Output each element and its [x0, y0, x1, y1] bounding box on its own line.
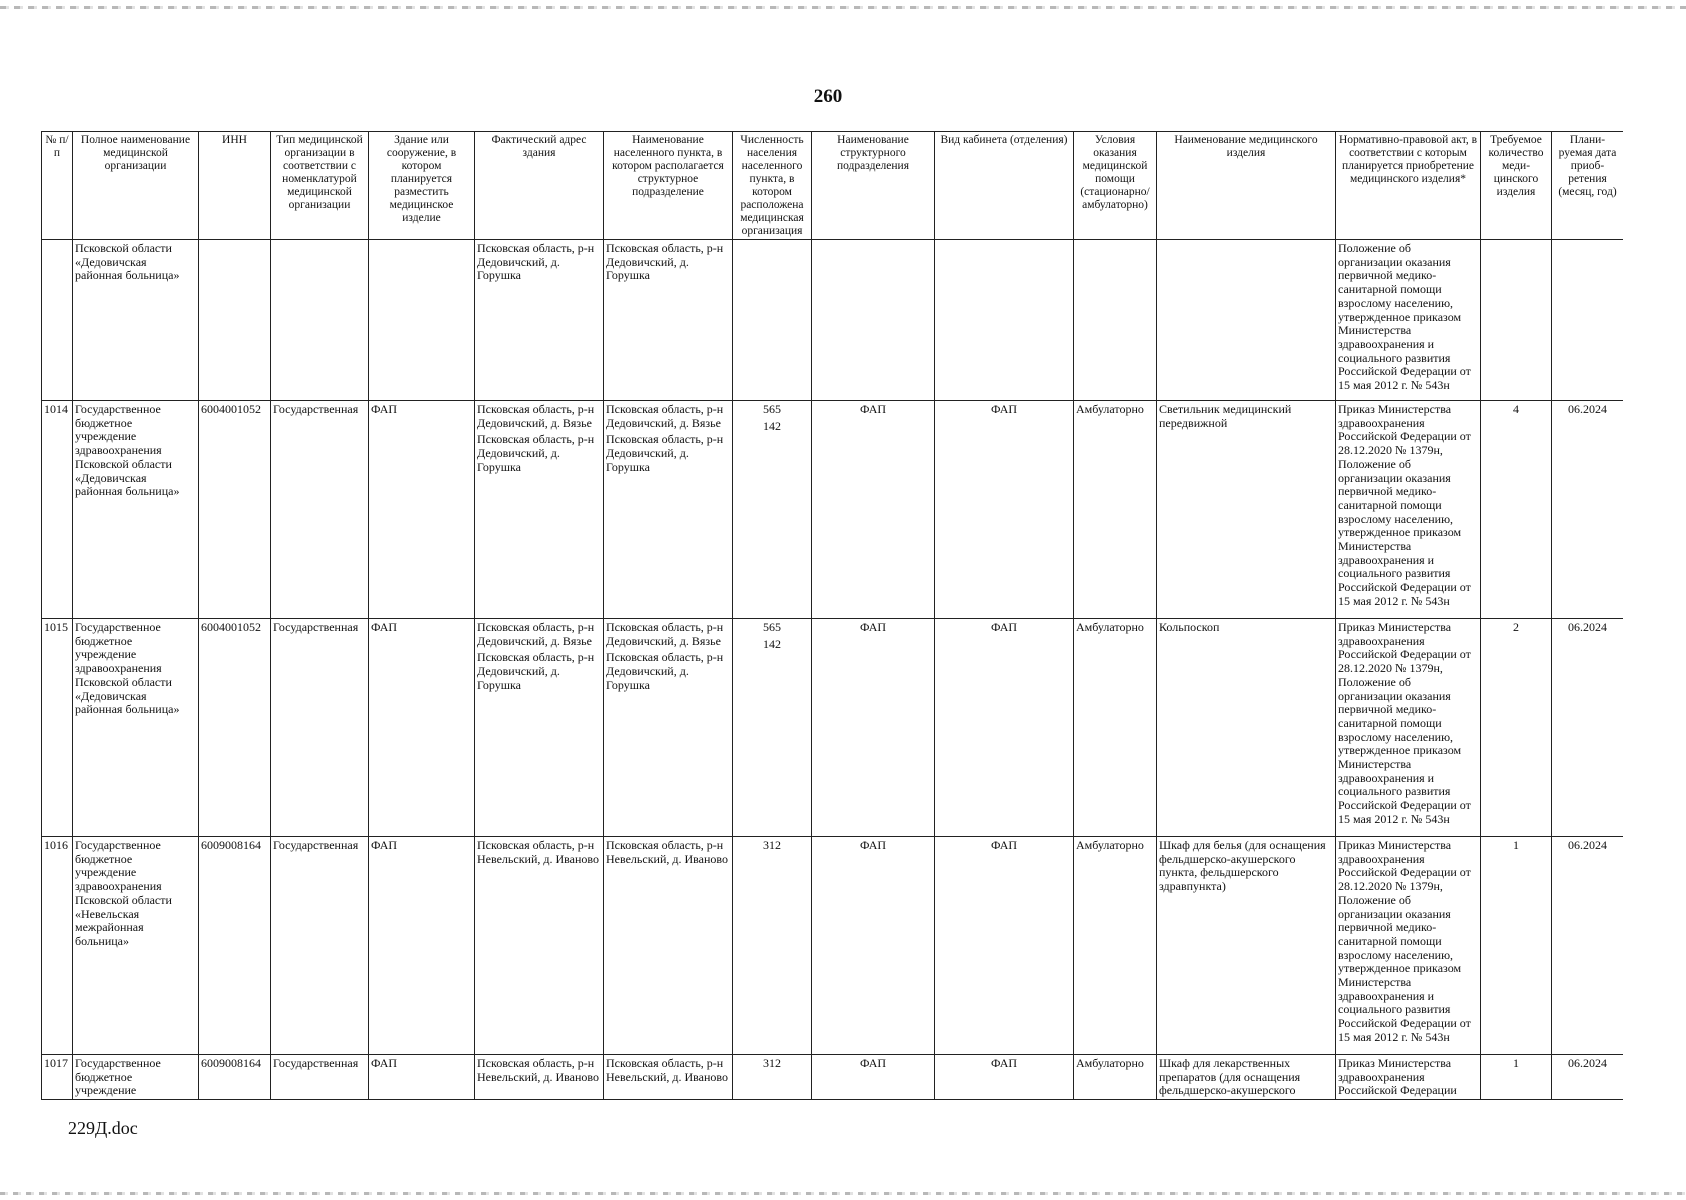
cell-unit: ФАП — [812, 1055, 935, 1100]
cell-building: ФАП — [369, 401, 475, 619]
cell-building: ФАП — [369, 837, 475, 1055]
cell-conditions — [1074, 240, 1157, 401]
header-device: Наименование медицинского изделия — [1157, 132, 1336, 240]
cell-number: 1017 — [42, 1055, 73, 1100]
header-conditions: Условия оказания медицинской помощи (стационарно/ амбулаторно) — [1074, 132, 1157, 240]
cell-cabinet: ФАП — [935, 1055, 1074, 1100]
cell-cabinet: ФАП — [935, 401, 1074, 619]
cell-inn: 6004001052 — [199, 401, 271, 619]
cell-population — [733, 619, 812, 837]
cell-building — [369, 240, 475, 401]
document-filename: 229Д.doc — [68, 1118, 138, 1138]
header-org-name: Полное наименование медицинской организации — [73, 132, 199, 240]
equipment-table-wrapper — [41, 131, 1623, 1115]
cell-address: Псковская область, р-н Дедовичский, д. Горушка — [475, 240, 604, 401]
table-row — [42, 619, 1624, 837]
cell-number — [42, 240, 73, 401]
header-settlement: Наименование населенного пункта, в котором располагается структурное подразделение — [604, 132, 733, 240]
cell-org-type: Государственная — [271, 837, 369, 1055]
cell-population — [733, 401, 812, 619]
cell-org-name: Псковской области «Дедовичская районная больница» — [73, 240, 199, 401]
cell-population — [733, 240, 812, 401]
cell-org-name: Государственное бюджетное учреждение — [73, 1055, 199, 1100]
cell-settlement: Псковская область, р-н Невельский, д. Иваново — [604, 837, 733, 1055]
cell-unit — [812, 240, 935, 401]
cell-inn: 6004001052 — [199, 619, 271, 837]
cell-legal-act: Положение об организации оказания первичной медико-санитарной помощи взрослому населению, утвержденное приказом Министерства здравоохранения и социального развития Российской Федерации от 15 мая 2012 г. № 543н — [1336, 240, 1481, 401]
cell-conditions: Амбулаторно — [1074, 401, 1157, 619]
address-line: Псковская область, р-н Дедовичский, д. Вязье — [477, 620, 595, 648]
cell-building: ФАП — [369, 1055, 475, 1100]
cell-device: Шкаф для лекарственных препаратов (для оснащения фельдшерско-акушерского — [1157, 1055, 1336, 1100]
settlement-line: Псковская область, р-н Дедовичский, д. Вязье — [606, 620, 724, 648]
population-value: 142 — [763, 418, 781, 433]
cell-inn: 6009008164 — [199, 1055, 271, 1100]
cell-settlement — [604, 401, 733, 619]
cell-org-type — [271, 240, 369, 401]
table-row — [42, 837, 1624, 1055]
cell-unit: ФАП — [812, 837, 935, 1055]
table-row — [42, 401, 1624, 619]
cell-org-type: Государственная — [271, 401, 369, 619]
cell-settlement: Псковская область, р-н Невельский, д. Иваново — [604, 1055, 733, 1100]
cell-legal-act: Приказ Министерства здравоохранения Российской Федерации от 28.12.2020 № 1379н, Положение об организации оказания первичной медико-санитарной помощи взрослому населению, утвержденное приказом Министерства здравоохранения и социального развития Российской Федерации от 15 мая 2012 г. № 543н — [1336, 401, 1481, 619]
header-population: Численность населения населенного пункта, в котором расположена медицинская организация — [733, 132, 812, 240]
header-cabinet: Вид кабинета (отделения) — [935, 132, 1074, 240]
cell-device: Светильник медицинский передвижной — [1157, 401, 1336, 619]
address-line: Псковская область, р-н Дедовичский, д. Вязье — [477, 402, 595, 430]
cell-date: 06.2024 — [1552, 619, 1624, 837]
cell-quantity: 4 — [1481, 401, 1552, 619]
cell-cabinet: ФАП — [935, 837, 1074, 1055]
settlement-line: Псковская область, р-н Дедовичский, д. Горушка — [606, 432, 724, 474]
cell-org-name: Государственное бюджетное учреждение здравоохранения Псковской области «Невельская межрайонная больница» — [73, 837, 199, 1055]
scan-edge-top — [0, 6, 1686, 9]
cell-unit: ФАП — [812, 619, 935, 837]
cell-number: 1014 — [42, 401, 73, 619]
address-line: Псковская область, р-н Дедовичский, д. Горушка — [477, 650, 595, 692]
cell-conditions: Амбулаторно — [1074, 1055, 1157, 1100]
cell-address: Псковская область, р-н Невельский, д. Иваново — [475, 1055, 604, 1100]
header-legal-act: Нормативно-правовой акт, в соответствии с которым планируется приобретение медицинского изделия* — [1336, 132, 1481, 240]
cell-conditions: Амбулаторно — [1074, 619, 1157, 837]
cell-address: Псковская область, р-н Невельский, д. Иваново — [475, 837, 604, 1055]
cell-cabinet: ФАП — [935, 619, 1074, 837]
cell-quantity: 1 — [1481, 837, 1552, 1055]
cell-unit: ФАП — [812, 401, 935, 619]
cell-org-name: Государственное бюджетное учреждение здравоохранения Псковской области «Дедовичская районная больница» — [73, 401, 199, 619]
cell-date: 06.2024 — [1552, 401, 1624, 619]
scan-edge-bottom — [0, 1192, 1686, 1195]
address-line: Псковская область, р-н Дедовичский, д. Горушка — [477, 432, 595, 474]
cell-quantity — [1481, 240, 1552, 401]
cell-inn — [199, 240, 271, 401]
population-value: 565 — [763, 620, 781, 634]
settlement-line: Псковская область, р-н Дедовичский, д. Вязье — [606, 402, 724, 430]
cell-population: 312 — [733, 1055, 812, 1100]
cell-quantity: 1 — [1481, 1055, 1552, 1100]
header-org-type: Тип медицинской организации в соответствии с номенклатурой медицинской организации — [271, 132, 369, 240]
cell-address — [475, 619, 604, 837]
settlement-line: Псковская область, р-н Дедовичский, д. Горушка — [606, 650, 724, 692]
cell-conditions: Амбулаторно — [1074, 837, 1157, 1055]
header-number: № п/п — [42, 132, 73, 240]
cell-number: 1016 — [42, 837, 73, 1055]
cell-device — [1157, 240, 1336, 401]
population-value: 565 — [763, 402, 781, 416]
header-unit: Наименование структурного подразделения — [812, 132, 935, 240]
table-row — [42, 1055, 1624, 1100]
cell-legal-act: Приказ Министерства здравоохранения Российской Федерации — [1336, 1055, 1481, 1100]
cell-org-type: Государственная — [271, 1055, 369, 1100]
cell-number: 1015 — [42, 619, 73, 837]
header-date: Плани-руемая дата приоб-ретения (месяц, год) — [1552, 132, 1624, 240]
header-address: Фактический адрес здания — [475, 132, 604, 240]
cell-settlement: Псковская область, р-н Дедовичский, д. Горушка — [604, 240, 733, 401]
cell-device: Кольпоскоп — [1157, 619, 1336, 837]
equipment-table — [41, 131, 1623, 1100]
cell-population: 312 — [733, 837, 812, 1055]
cell-cabinet — [935, 240, 1074, 401]
cell-building: ФАП — [369, 619, 475, 837]
cell-legal-act: Приказ Министерства здравоохранения Российской Федерации от 28.12.2020 № 1379н, Положение об организации оказания первичной медико-санитарной помощи взрослому населению, утвержденное приказом Министерства здравоохранения и социального развития Российской Федерации от 15 мая 2012 г. № 543н — [1336, 837, 1481, 1055]
table-row-continuation — [42, 240, 1624, 401]
header-quantity: Требуемое количество меди-цинского изделия — [1481, 132, 1552, 240]
population-value: 142 — [763, 636, 781, 651]
page-number: 260 — [813, 86, 843, 107]
cell-org-type: Государственная — [271, 619, 369, 837]
cell-address — [475, 401, 604, 619]
cell-date: 06.2024 — [1552, 1055, 1624, 1100]
cell-date: 06.2024 — [1552, 837, 1624, 1055]
header-inn: ИНН — [199, 132, 271, 240]
cell-device: Шкаф для белья (для оснащения фельдшерско-акушерского пункта, фельдшерского здравпункта) — [1157, 837, 1336, 1055]
cell-date — [1552, 240, 1624, 401]
cell-settlement — [604, 619, 733, 837]
table-header-row — [42, 132, 1624, 240]
cell-legal-act: Приказ Министерства здравоохранения Российской Федерации от 28.12.2020 № 1379н, Положение об организации оказания первичной медико-санитарной помощи взрослому населению, утвержденное приказом Министерства здравоохранения и социального развития Российской Федерации от 15 мая 2012 г. № 543н — [1336, 619, 1481, 837]
cell-quantity: 2 — [1481, 619, 1552, 837]
header-building: Здание или сооружение, в котором планируется разместить медицинское изделие — [369, 132, 475, 240]
cell-inn: 6009008164 — [199, 837, 271, 1055]
cell-org-name: Государственное бюджетное учреждение здравоохранения Псковской области «Дедовичская районная больница» — [73, 619, 199, 837]
